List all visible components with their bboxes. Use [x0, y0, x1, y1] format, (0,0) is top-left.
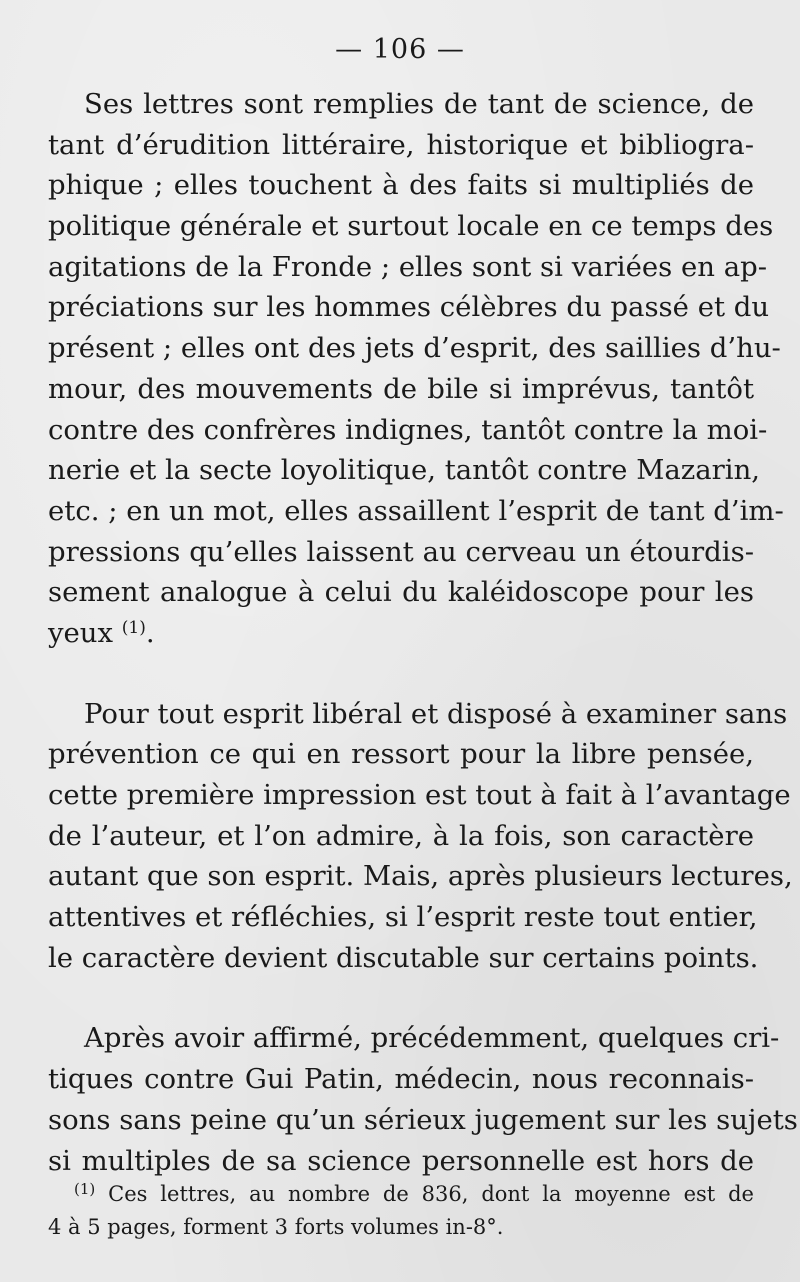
- text-line: pressions qu’elles laissent au cerveau un étourdis-: [48, 535, 754, 568]
- footnote-line: [48, 1178, 754, 1211]
- text-fragment: .: [145, 616, 155, 649]
- paragraph-gap: [48, 654, 754, 694]
- body-text: [48, 84, 798, 1181]
- text-line: etc. ; en un mot, elles assaillent l’esprit de tant d’im-: [48, 494, 784, 527]
- text-line: Après avoir affirmé, précédemment, quelques cri-: [84, 1022, 780, 1055]
- text-line: Ses lettres sont remplies de tant de science, de: [84, 88, 754, 120]
- text-line: contre des confrères indignes, tantôt contre la moi-: [48, 413, 768, 446]
- text-line: politique générale et surtout locale en ce temps des: [48, 210, 774, 243]
- text-line: tant d’érudition littéraire, historique et bibliogra-: [48, 128, 754, 161]
- footnote-reference[interactable]: (1): [121, 617, 146, 638]
- paragraph-gap: [48, 978, 754, 1018]
- footnote-marker: (1): [74, 1180, 96, 1198]
- footnote-text: Ces lettres, au nombre de 836, dont la moyenne est de: [108, 1182, 754, 1206]
- text-line: phique ; elles touchent à des faits si multipliés de: [48, 169, 754, 202]
- text-line: nerie et la secte loyolitique, tantôt contre Mazarin,: [48, 454, 761, 487]
- footnote-line: 4 à 5 pages, forment 3 forts volumes in-8°.: [48, 1215, 504, 1239]
- text-line: sement analogue à celui du kaléidoscope pour les: [48, 576, 754, 609]
- footnotes: [48, 1178, 754, 1244]
- text-line: le caractère devient discutable sur certains points.: [48, 941, 759, 974]
- text-line: attentives et réfléchies, si l’esprit reste tout entier,: [48, 901, 758, 934]
- text-line: autant que son esprit. Mais, après plusieurs lectures,: [48, 860, 793, 893]
- text-line: tiques contre Gui Patin, médecin, nous reconnais-: [48, 1063, 754, 1096]
- text-line: si multiples de sa science personnelle est hors de: [48, 1144, 754, 1177]
- text-line: mour, des mouvements de bile si imprévus, tantôt: [48, 372, 754, 405]
- text-line: présent ; elles ont des jets d’esprit, des saillies d’hu-: [48, 332, 781, 365]
- text-line: agitations de la Fronde ; elles sont si variées en ap-: [48, 250, 767, 283]
- text-line: prévention ce qui en ressort pour la libre pensée,: [48, 738, 754, 771]
- page-number: — 106 —: [335, 34, 465, 65]
- text-fragment: yeux: [48, 616, 122, 649]
- text-line: Pour tout esprit libéral et disposé à examiner sans: [84, 697, 788, 730]
- text-line: sons sans peine qu’un sérieux jugement sur les sujets: [48, 1103, 798, 1136]
- text-line-final: [48, 613, 754, 654]
- text-line: préciations sur les hommes célèbres du passé et du: [48, 291, 770, 324]
- text-line: cette première impression est tout à fait à l’avantage: [48, 779, 791, 811]
- text-line: de l’auteur, et l’on admire, à la fois, son caractère: [48, 819, 754, 852]
